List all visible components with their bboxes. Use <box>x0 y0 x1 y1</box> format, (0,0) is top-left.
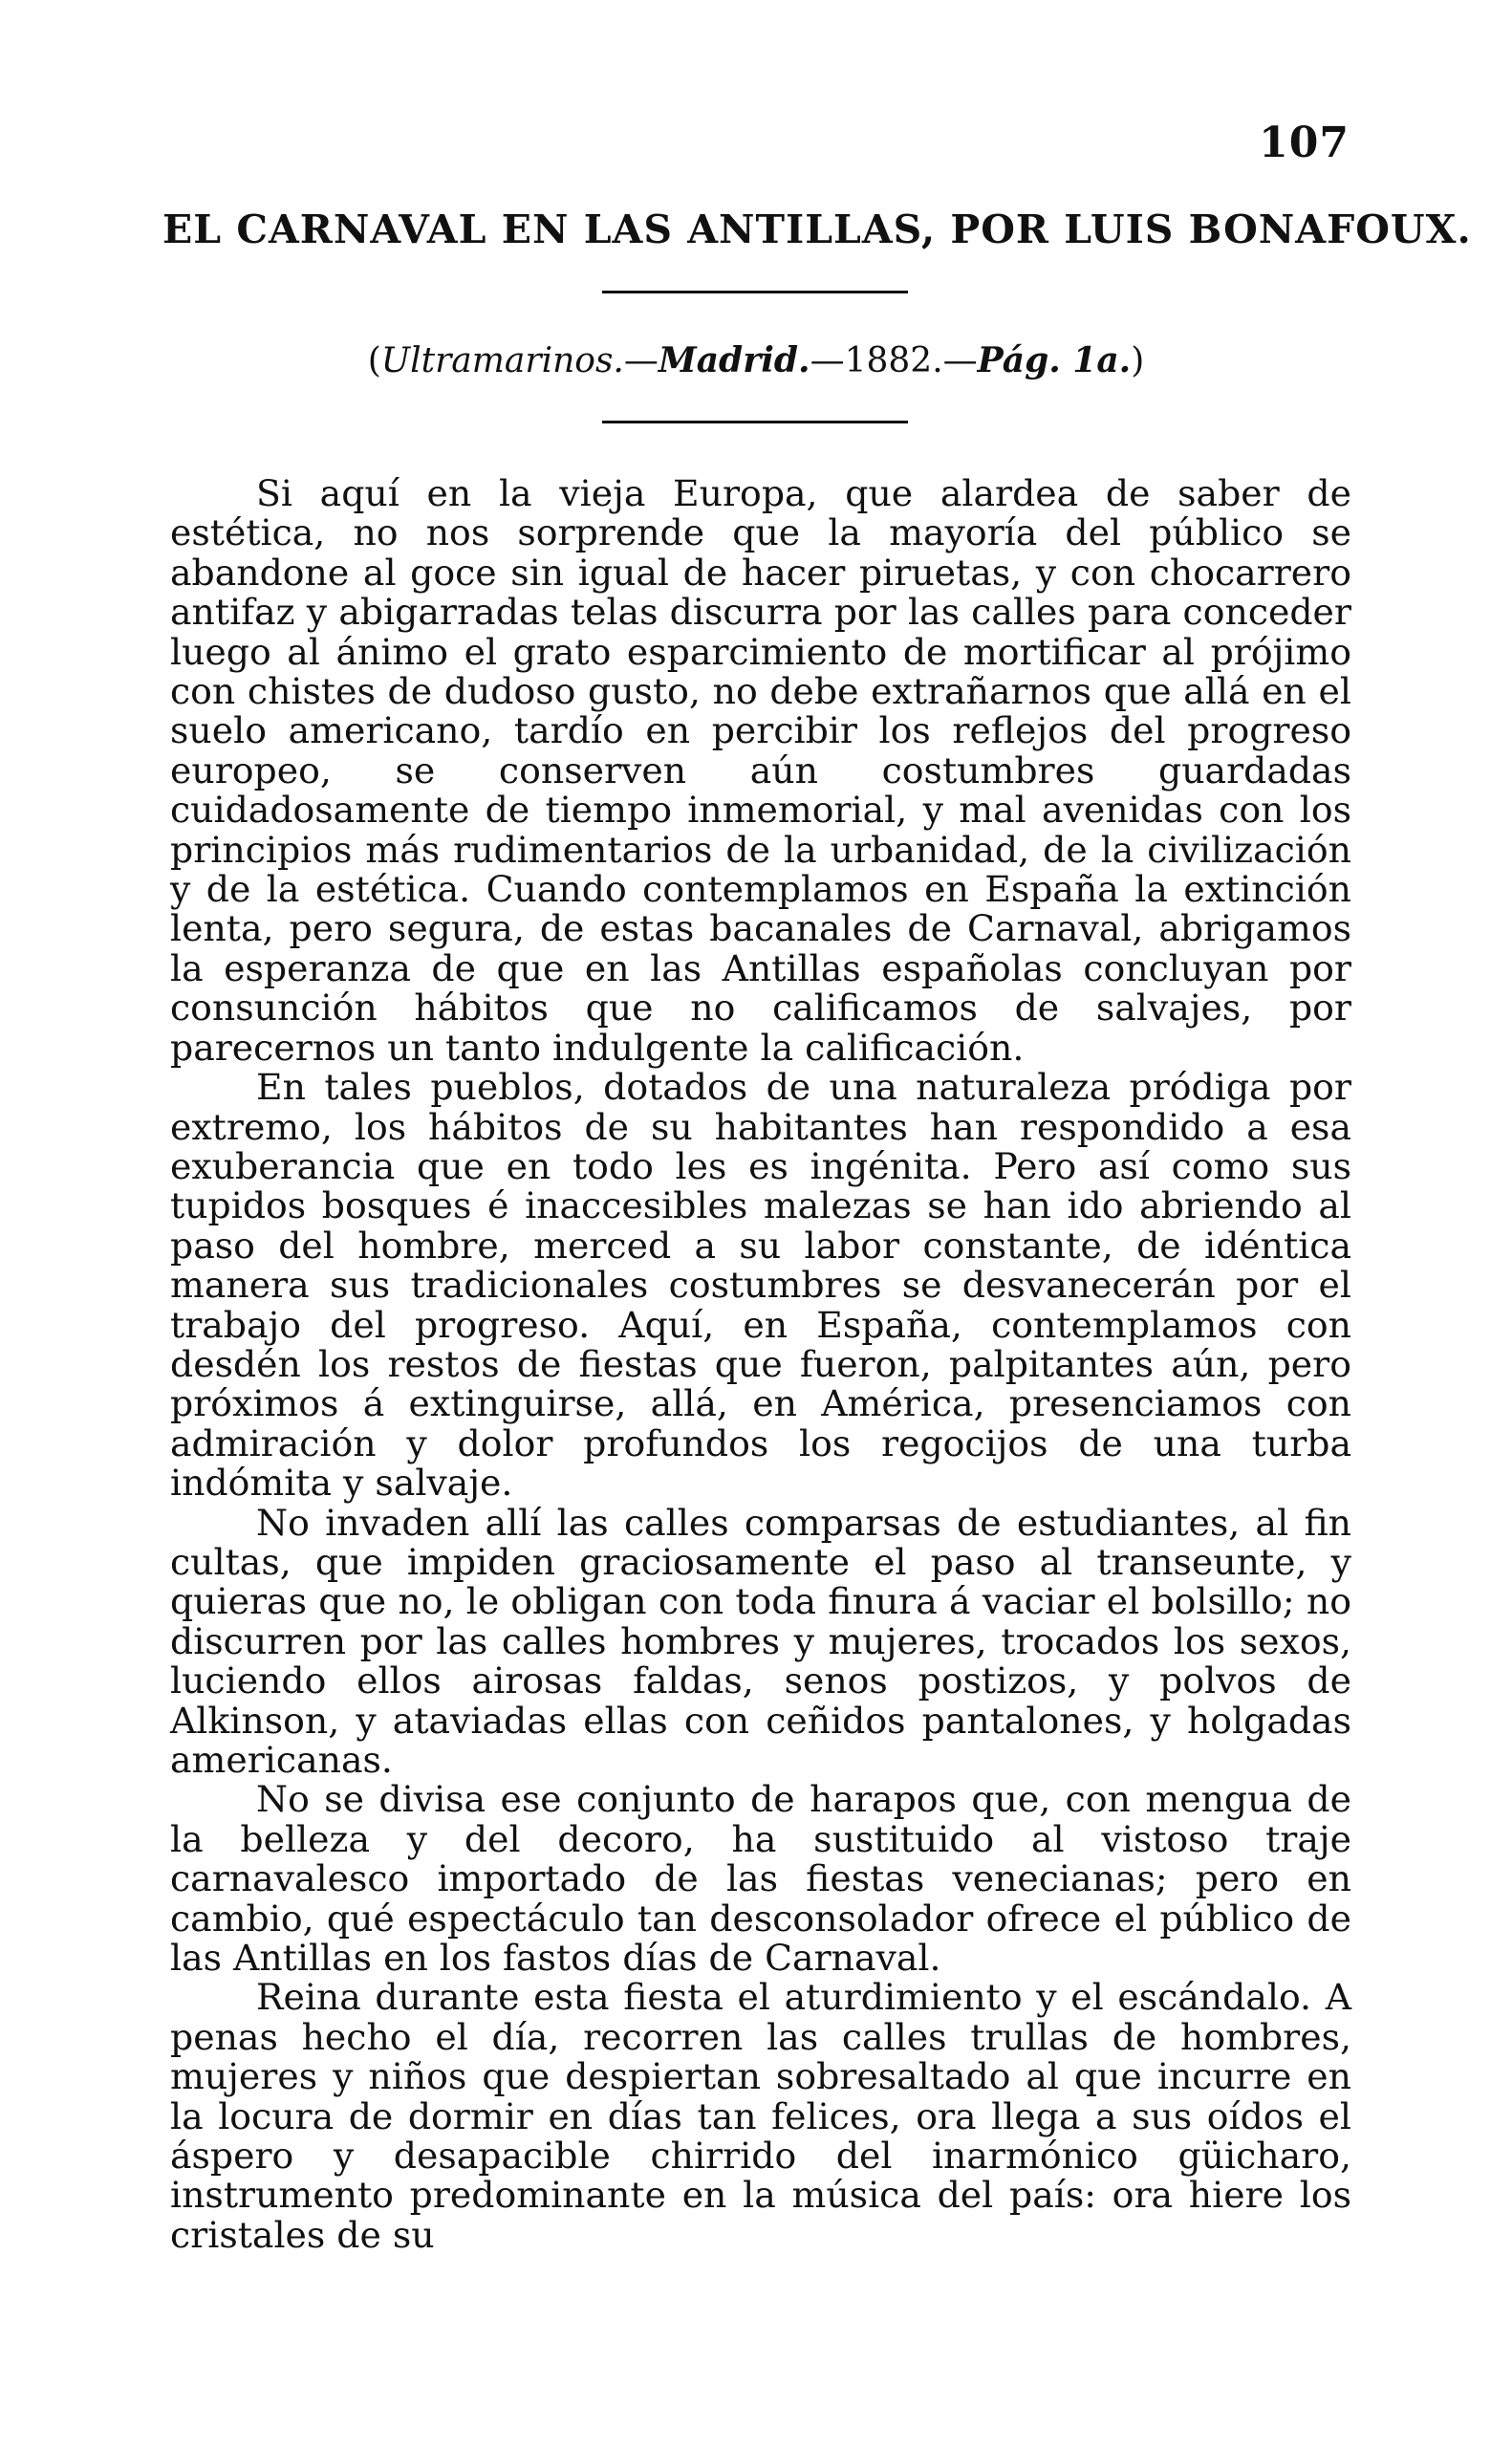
source-citation <box>162 340 1350 380</box>
citation-dash: — <box>942 341 978 380</box>
paragraph: Si aquí en la vieja Europa, que alardea de saber de estética, no nos sorprende que la mayoría del público se abandone al goce sin igual de hacer piruetas, y con chocarrero antifaz y abigarradas telas discurra por las calles para conceder luego al ánimo el grato esparcimiento de mortificar al prójimo con chistes de dudoso gusto, no debe extrañarnos que allá en el suelo americano, tardío en percibir los reflejos del progreso europeo, se conserven aún costumbres guardadas cuidadosamente de tiempo inmemorial, y mal avenidas con los principios más rudimentarios de la urbanidad, de la civilización y de la estética. Cuando contemplamos en España la extinción lenta, pero segura, de estas bacanales de Carnaval, abrigamos la esperanza de que en las Antillas españolas concluyan por consunción hábitos que no calificamos de salvajes, por parecernos un tanto indulgente la calificación. <box>170 472 1351 1069</box>
article-body <box>170 474 1351 2255</box>
paragraph: En tales pueblos, dotados de una naturaleza pródiga por extremo, los hábitos de su habitantes han respondido a esa exuberancia que en todo les es ingénita. Pero así como sus tupidos bosques é inaccesibles malezas se han ido abriendo al paso del hombre, merced a su labor constante, de idéntica manera sus tradicionales costumbres se desvanecerán por el trabajo del progreso. Aquí, en España, contemplamos con desdén los restos de fiestas que fueron, palpitantes aún, pero próximos á extinguirse, allá, en América, presenciamos con admiración y dolor profundos los regocijos de una turba indómita y salvaje. <box>170 1066 1351 1505</box>
page-number: 107 <box>1259 119 1350 167</box>
paragraph: Reina durante esta fiesta el aturdimiento y el escándalo. A penas hecho el día, recorren las calles trullas de hombres, mujeres y niños que despiertan sobresaltado al que incurre en la locura de dormir en días tan felices, ora llega a sus oídos el áspero y desapacible chirrido del inarmónico güicharo, instrumento predominante en la música del país: ora hiere los cristales de su <box>170 1976 1351 2256</box>
citation-close-paren: ) <box>1131 341 1145 380</box>
citation-publication: Ultramarinos. <box>380 341 624 380</box>
citation-dash: — <box>810 341 845 380</box>
citation-year: 1882. <box>844 341 943 380</box>
citation-page: Pág. 1a. <box>977 340 1132 380</box>
citation-open-paren: ( <box>367 341 381 380</box>
citation-divider <box>602 421 908 423</box>
citation-dash: — <box>623 341 659 380</box>
title-divider <box>602 291 908 293</box>
article-title: EL CARNAVAL EN LAS ANTILLAS, POR LUIS BONAFOUX. <box>162 206 1472 252</box>
paragraph: No se divisa ese conjunto de harapos que, con mengua de la belleza y del decoro, ha sustituido al vistoso traje carnavalesco importado de las fiestas venecianas; pero en cambio, qué espectáculo tan desconsolador ofrece el público de las Antillas en los fastos días de Carnaval. <box>170 1778 1351 1980</box>
citation-place: Madrid. <box>658 340 810 380</box>
paragraph: No invaden allí las calles comparsas de estudiantes, al fin cultas, que impiden graciosamente el paso al transeunte, y quieras que no, le obligan con toda finura á vaciar el bolsillo; no discurren por las calles hombres y mujeres, trocados los sexos, luciendo ellos airosas faldas, senos postizos, y polvos de Alkinson, y ataviadas ellas con ceñidos pantalones, y holgadas americanas. <box>170 1501 1351 1781</box>
